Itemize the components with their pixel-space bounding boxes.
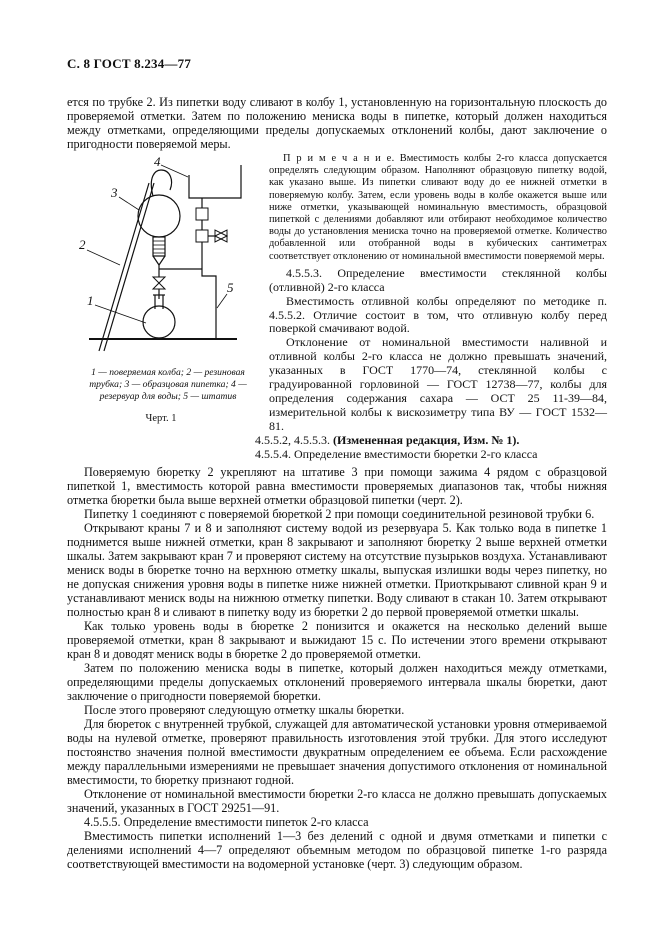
water-reservoir bbox=[189, 165, 241, 198]
callout-leaders bbox=[87, 165, 227, 323]
body-text bbox=[67, 465, 607, 871]
figure-callout-1: 1 bbox=[87, 293, 94, 308]
figure-callout-3: 3 bbox=[111, 185, 118, 200]
figure-1 bbox=[69, 153, 269, 365]
amendment-note: (Измененная редакция, Изм. № 1). bbox=[333, 432, 520, 447]
figure-column bbox=[67, 153, 269, 462]
text-column bbox=[255, 153, 607, 462]
note-lead: П р и м е ч а н и е. bbox=[283, 153, 395, 164]
note-paragraph bbox=[269, 153, 607, 263]
figure-label: Черт. 1 bbox=[145, 413, 177, 425]
paragraph: Пипетку 1 соединяют с поверяемой бюреткой 2 при помощи соединительной резиновой трубки 6. bbox=[84, 506, 595, 521]
amendment-ref: 4.5.5.2, 4.5.5.3. bbox=[255, 432, 330, 447]
rubber-tube bbox=[99, 183, 154, 351]
two-column-block bbox=[67, 153, 607, 462]
paragraph: Вместимость пипетки исполнений 1—3 без делений с одной и двумя отметками и пипетки с делениями исполнений 4—7 определяют объемным методом по образцовой пипетке 1-го разряда соответствующей вместимости на водомерной установке (черт. 3) следующим образом. bbox=[67, 828, 607, 871]
paragraph: Затем по положению мениска воды в пипетке, который должен находиться между отметками, определяющими пределы допускаемых отклонений проверяемого интервала шкалы бюретки, дают заключение о пригодности поверяемой бюретки. bbox=[67, 660, 607, 703]
running-header: С. 8 ГОСТ 8.234—77 bbox=[67, 56, 192, 71]
section-heading-4555: 4.5.5.5. Определение вместимости пипеток 2-го класса bbox=[84, 814, 369, 829]
figure-callout-5: 5 bbox=[227, 280, 234, 295]
stand-rod bbox=[202, 269, 216, 339]
supply-valve bbox=[215, 230, 227, 242]
section-heading-4554: 4.5.5.4. Определение вместимости бюретки 2-го класса bbox=[255, 446, 538, 461]
paragraph: После этого проверяют следующую отметку шкалы бюретки. bbox=[84, 702, 405, 717]
paragraph: Отклонение от номинальной вместимости бюретки 2-го класса не должно превышать допускаемых значений, указанных в ГОСТ 29251—91. bbox=[67, 786, 607, 815]
flask-under-test bbox=[143, 295, 175, 338]
amendment-line bbox=[255, 434, 607, 448]
paragraph: Как только уровень воды в бюретке 2 понизится и окажется на несколько делений выше проверяемой отметки, кран 8 закрывают и выжидают 15 с. По истечении этого времени открывают кран 8 и доводят мениск воды в бюретке 2 до проверяемой отметки. bbox=[67, 618, 607, 661]
paragraph: Отклонение от номинальной вместимости наливной и отливной колбы 2-го класса не должно превышать значений, указанных в ГОСТ 1770—74, стеклянной колбы с градуированной горловиной — ГОСТ 12738—77, колбы для определения содержания сахара — ОСТ 25 11-39—84, измерительной колбы к вискозиметру типа ВУ — ГОСТ 1532—81. bbox=[269, 335, 607, 433]
paragraph: Для бюреток с внутренней трубкой, служащей для автоматической установки уровня отмериваемой воды на нулевой отметке, проверяют правильность изготовления этой трубки. Для этого исследуют постоянство значения полной вместимости двукратным определением ее объема. Если расхождение между параллельными измерениями не превышает значения допустимого отклонения от номинальной вместимости, то бюретку признают годной. bbox=[67, 716, 607, 787]
figure-callout-2: 2 bbox=[79, 237, 86, 252]
paragraph: Открывают краны 7 и 8 и заполняют систему водой из резервуара 5. Как только вода в пипетке 1 поднимется выше нижней отметки, кран 8 закрывают и заполняют бюретку 2 выше верхней отметки шкалы. Затем закрывают кран 7 и проверяют систему на отсутствие пузырьков воздуха. Устанавливают мениск воды в бюретке точно на верхнюю отметку шкалы, выпуская излишки воды через пипетку, но не допуская снижения уровня воды в пипетке ниже нижней отметки. Приоткрывают сливной кран 9 и устанавливают мениск воды на нижнюю отметку пипетки. Воду сливают в стакан 10. Затем открывают полностью кран 8 и сливают в пипетку воду из бюретки 2 до первой проверяемой отметки шкалы. bbox=[67, 520, 607, 619]
supply-pipe bbox=[196, 198, 227, 269]
paragraph: Вместимость отливной колбы определяют по методике п. 4.5.5.2. Отличие состоит в том, что отливную колбу перед поверкой смачивают водой. bbox=[269, 293, 607, 336]
section-heading-4553: 4.5.5.3. Определение вместимости стеклянной колбы (отливной) 2-го класса bbox=[269, 265, 607, 294]
page-content bbox=[67, 56, 607, 871]
intro-paragraph: ется по трубке 2. Из пипетки воду сливают в колбу 1, установленную на горизонтальную плоскость до проверяемой отметки. Затем по положению мениска воды в пипетке, который должен находиться между отметками, определяющими пределы допускаемых отклонений колбы, дают заключение о пригодности поверяемой меры. bbox=[67, 95, 607, 151]
apparatus-diagram bbox=[69, 153, 269, 360]
figure-caption: 1 — поверяемая колба; 2 — резиновая трубка; 3 — образцовая пипетка; 4 — резервуар для воды; 5 — штатив bbox=[89, 367, 247, 402]
paragraph: Поверяемую бюретку 2 укрепляют на штативе 3 при помощи зажима 4 рядом с образцовой пипеткой 1, вместимость которой равна вместимости проверяемых диапазонов так, чтобы нижняя отметка бюретки была выше верхней отметки образцовой пипетки (черт. 2). bbox=[67, 464, 607, 507]
note-body: Вместимость колбы 2-го класса допускается определять следующим образом. Наполняют образцовую пипетку водой, как указано выше. Из пипетки сливают воду до ее нижней отметки в поверяемую колбу. Затем, если уровень воды в колбе окажется выше или ниже отметки, указывающей номинальную вместимость, образцовой пипеткой с делениями добавляют или отбирают необходимое количество воды до установления мениска точно на проверяемой отметке. Количество добавленной или отобранной воды в кубических сантиметрах соответствует отклонению от номинальной вместимости поверяемой меры. bbox=[269, 153, 607, 262]
drain-valve bbox=[153, 277, 165, 289]
figure-callout-4: 4 bbox=[154, 154, 161, 169]
